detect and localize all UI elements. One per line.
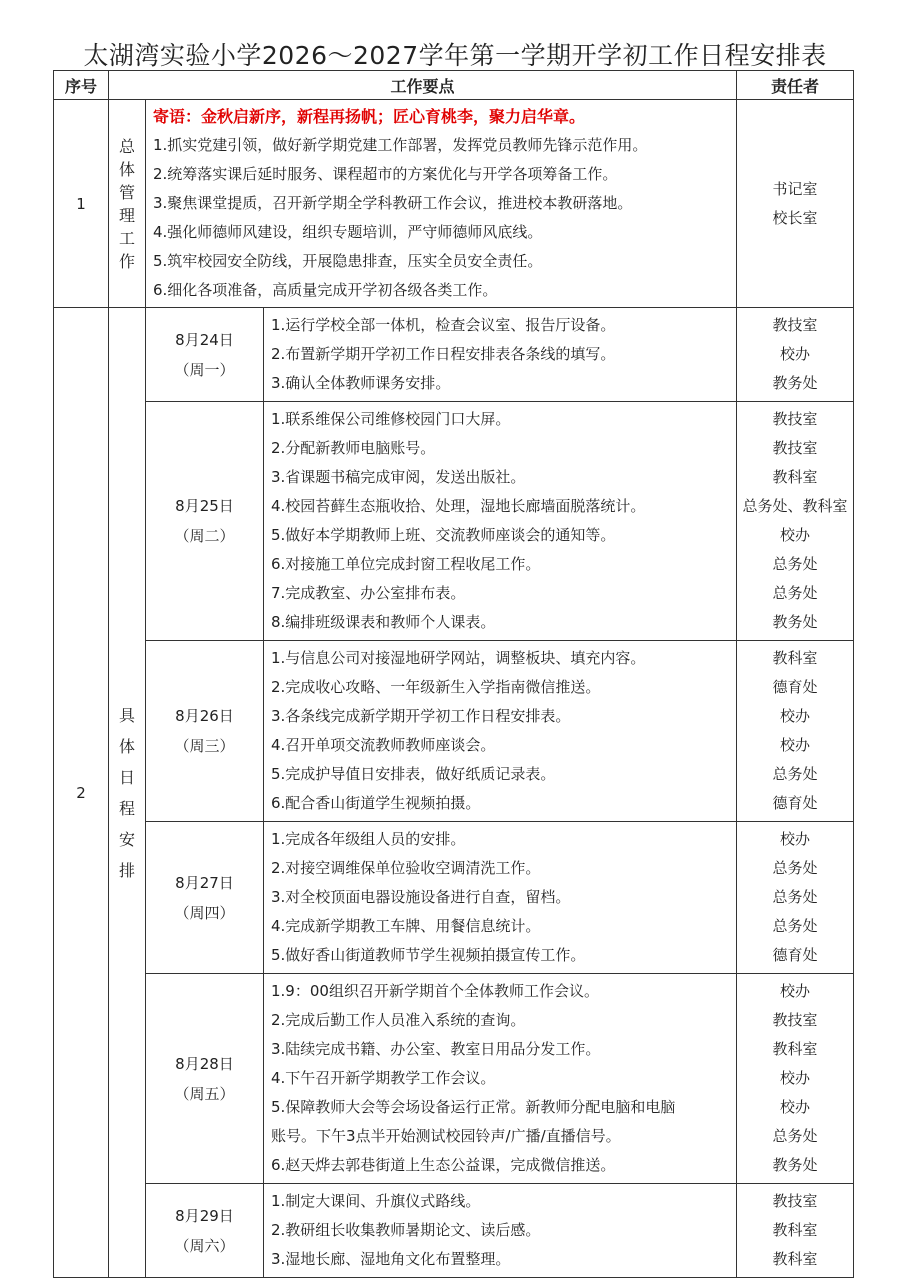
list-item: 7.完成教室、办公室排布表。 <box>271 584 466 602</box>
responsible-item: 教技室 <box>772 1011 818 1029</box>
responsible-item: 教科室 <box>772 468 818 486</box>
responsible-item: 德育处 <box>772 794 818 812</box>
motto-text: 寄语：金秋启新序，新程再扬帆；匠心育桃李，聚力启华章。 <box>153 107 586 126</box>
section1-row <box>54 100 854 308</box>
list-item: 3.湿地长廊、湿地角文化布置整理。 <box>271 1250 511 1268</box>
list-item: 1.与信息公司对接湿地研学网站，调整板块、填充内容。 <box>271 649 646 667</box>
category-char: 安 <box>118 829 135 849</box>
day-row <box>54 1184 854 1278</box>
category-char: 作 <box>118 251 135 271</box>
responsible-item: 教科室 <box>772 1221 818 1239</box>
category-char: 排 <box>118 860 135 880</box>
section1-responsible <box>737 100 854 308</box>
list-item: 2.统筹落实课后延时服务、课程超市的方案优化与开学各项筹备工作。 <box>153 165 618 183</box>
day-date-cell <box>146 308 264 402</box>
responsible-item: 校办 <box>779 345 810 363</box>
day-responsible <box>737 822 854 974</box>
category-char: 程 <box>118 798 135 818</box>
day-items <box>264 822 737 974</box>
section1-category <box>109 100 146 308</box>
list-item: 6.配合香山街道学生视频拍摄。 <box>271 794 481 812</box>
list-item: 6.对接施工单位完成封窗工程收尾工作。 <box>271 555 541 573</box>
list-item: 1.抓实党建引领，做好新学期党建工作部署，发挥党员教师先锋示范作用。 <box>153 136 648 154</box>
day-row <box>54 308 854 402</box>
day-date: 8月24日 <box>175 330 234 349</box>
section2-category <box>109 308 146 1278</box>
day-date-cell <box>146 974 264 1184</box>
list-item: 2.完成后勤工作人员准入系统的查询。 <box>271 1011 526 1029</box>
day-date: 8月25日 <box>175 497 234 515</box>
day-weekday: （周二） <box>174 527 235 545</box>
category-char: 管 <box>118 182 135 202</box>
category-char: 工 <box>118 228 135 248</box>
list-item: 1.完成各年级组人员的安排。 <box>271 830 466 848</box>
day-items <box>264 641 737 822</box>
list-item: 4.召开单项交流教师教师座谈会。 <box>271 736 496 754</box>
list-item: 5.保障教师大会等会场设备运行正常。新教师分配电脑和电脑 <box>271 1098 676 1116</box>
responsible-item: 教科室 <box>772 1250 818 1268</box>
day-responsible <box>737 1184 854 1278</box>
list-item: 4.完成新学期教工车牌、用餐信息统计。 <box>271 917 541 935</box>
list-item: 3.陆续完成书籍、办公室、教室日用品分发工作。 <box>271 1040 601 1058</box>
list-item: 3.各条线完成新学期开学初工作日程安排表。 <box>271 707 571 725</box>
category-char: 日 <box>118 767 135 787</box>
responsible-item: 校办 <box>779 707 810 725</box>
header-seq: 序号 <box>54 71 109 100</box>
responsible-item: 教务处 <box>772 374 818 392</box>
day-weekday: （周三） <box>174 737 235 755</box>
responsible-item: 教技室 <box>772 439 818 457</box>
category-char: 总 <box>118 136 135 156</box>
list-item: 3.省课题书稿完成审阅，发送出版社。 <box>271 468 526 486</box>
day-weekday: （周四） <box>174 903 235 922</box>
day-responsible <box>737 402 854 641</box>
day-row <box>54 402 854 641</box>
day-responsible <box>737 974 854 1184</box>
list-item: 6.细化各项准备，高质量完成开学初各级各类工作。 <box>153 281 498 299</box>
responsible-item: 校长室 <box>772 208 818 227</box>
responsible-item: 总务处 <box>772 917 818 935</box>
day-row <box>54 641 854 822</box>
responsible-item: 教技室 <box>772 1192 818 1210</box>
section2-seq: 2 <box>54 308 109 1278</box>
list-item: 3.确认全体教师课务安排。 <box>271 374 451 392</box>
day-date-cell <box>146 402 264 641</box>
responsible-item: 教技室 <box>772 410 818 428</box>
header-responsible: 责任者 <box>737 71 854 100</box>
responsible-item: 校办 <box>779 1098 810 1116</box>
category-char: 理 <box>118 205 135 225</box>
list-item: 5.筑牢校园安全防线，开展隐患排查，压实全员安全责任。 <box>153 252 543 270</box>
list-item: 2.布置新学期开学初工作日程安排表各条线的填写。 <box>271 345 616 363</box>
day-row <box>54 822 854 974</box>
day-weekday: （周六） <box>174 1236 235 1255</box>
list-item: 4.校园苔藓生态瓶收拾、处理，湿地长廊墙面脱落统计。 <box>271 497 646 515</box>
day-weekday: （周五） <box>174 1084 235 1103</box>
list-item: 4.下午召开新学期教学工作会议。 <box>271 1069 496 1087</box>
list-item: 1.运行学校全部一体机，检查会议室、报告厅设备。 <box>271 316 616 334</box>
day-items <box>264 402 737 641</box>
responsible-item: 总务处 <box>772 584 818 602</box>
day-date-cell <box>146 1184 264 1278</box>
day-responsible <box>737 308 854 402</box>
page-title: 太湖湾实验小学2026～2027学年第一学期开学初工作日程安排表 <box>83 41 827 70</box>
section1-points <box>146 100 737 308</box>
responsible-item: 德育处 <box>772 946 818 964</box>
list-item: 5.做好本学期教师上班、交流教师座谈会的通知等。 <box>271 526 616 544</box>
responsible-item: 校办 <box>779 1069 810 1087</box>
responsible-item: 教务处 <box>772 1156 818 1174</box>
list-item: 2.分配新教师电脑账号。 <box>271 439 436 457</box>
day-date: 8月29日 <box>175 1206 234 1225</box>
list-item: 2.对接空调维保单位验收空调清洗工作。 <box>271 859 541 877</box>
list-item: 账号。下午3点半开始测试校园铃声/广播/直播信号。 <box>271 1127 621 1145</box>
day-date-cell <box>146 641 264 822</box>
list-item: 6.赵天烨去郭巷街道上生态公益课，完成微信推送。 <box>271 1156 616 1174</box>
responsible-item: 总务处、教科室 <box>742 497 848 515</box>
day-date: 8月28日 <box>175 1054 234 1073</box>
responsible-item: 总务处 <box>772 859 818 877</box>
section1-seq: 1 <box>54 100 109 308</box>
header-row <box>54 71 854 100</box>
responsible-item: 校办 <box>779 526 810 544</box>
responsible-item: 校办 <box>779 982 810 1000</box>
category-char: 体 <box>118 159 135 179</box>
responsible-item: 总务处 <box>772 888 818 906</box>
responsible-item: 书记室 <box>772 179 818 198</box>
responsible-item: 校办 <box>779 830 810 848</box>
responsible-item: 校办 <box>779 736 810 754</box>
list-item: 8.编排班级课表和教师个人课表。 <box>271 613 496 631</box>
day-row <box>54 974 854 1184</box>
list-item: 4.强化师德师风建设，组织专题培训，严守师德师风底线。 <box>153 223 543 241</box>
responsible-item: 教务处 <box>772 613 818 631</box>
category-char: 具 <box>118 705 135 725</box>
list-item: 1.联系维保公司维修校园门口大屏。 <box>271 410 511 428</box>
list-item: 2.教研组长收集教师暑期论文、读后感。 <box>271 1221 541 1239</box>
list-item: 3.聚焦课堂提质，召开新学期全学科教研工作会议，推进校本教研落地。 <box>153 194 633 212</box>
day-date: 8月26日 <box>175 707 234 725</box>
day-date-cell <box>146 822 264 974</box>
schedule-table <box>53 70 854 1278</box>
responsible-item: 总务处 <box>772 1127 818 1145</box>
day-responsible <box>737 641 854 822</box>
day-weekday: （周一） <box>174 360 235 379</box>
responsible-item: 总务处 <box>772 765 818 783</box>
list-item: 2.完成收心攻略、一年级新生入学指南微信推送。 <box>271 678 601 696</box>
day-items <box>264 1184 737 1278</box>
responsible-item: 教科室 <box>772 649 818 667</box>
list-item: 3.对全校顶面电器设施设备进行自查，留档。 <box>271 888 571 906</box>
day-date: 8月27日 <box>175 873 234 892</box>
day-items <box>264 308 737 402</box>
responsible-item: 总务处 <box>772 555 818 573</box>
responsible-item: 教科室 <box>772 1040 818 1058</box>
list-item: 5.完成护导值日安排表，做好纸质记录表。 <box>271 765 556 783</box>
day-items <box>264 974 737 1184</box>
list-item: 5.做好香山街道教师节学生视频拍摄宣传工作。 <box>271 946 586 964</box>
header-points: 工作要点 <box>109 71 737 100</box>
responsible-item: 德育处 <box>772 678 818 696</box>
list-item: 1.9：00组织召开新学期首个全体教师工作会议。 <box>271 982 599 1000</box>
category-char: 体 <box>118 736 135 756</box>
responsible-item: 教技室 <box>772 316 818 334</box>
list-item: 1.制定大课间、升旗仪式路线。 <box>271 1192 481 1210</box>
